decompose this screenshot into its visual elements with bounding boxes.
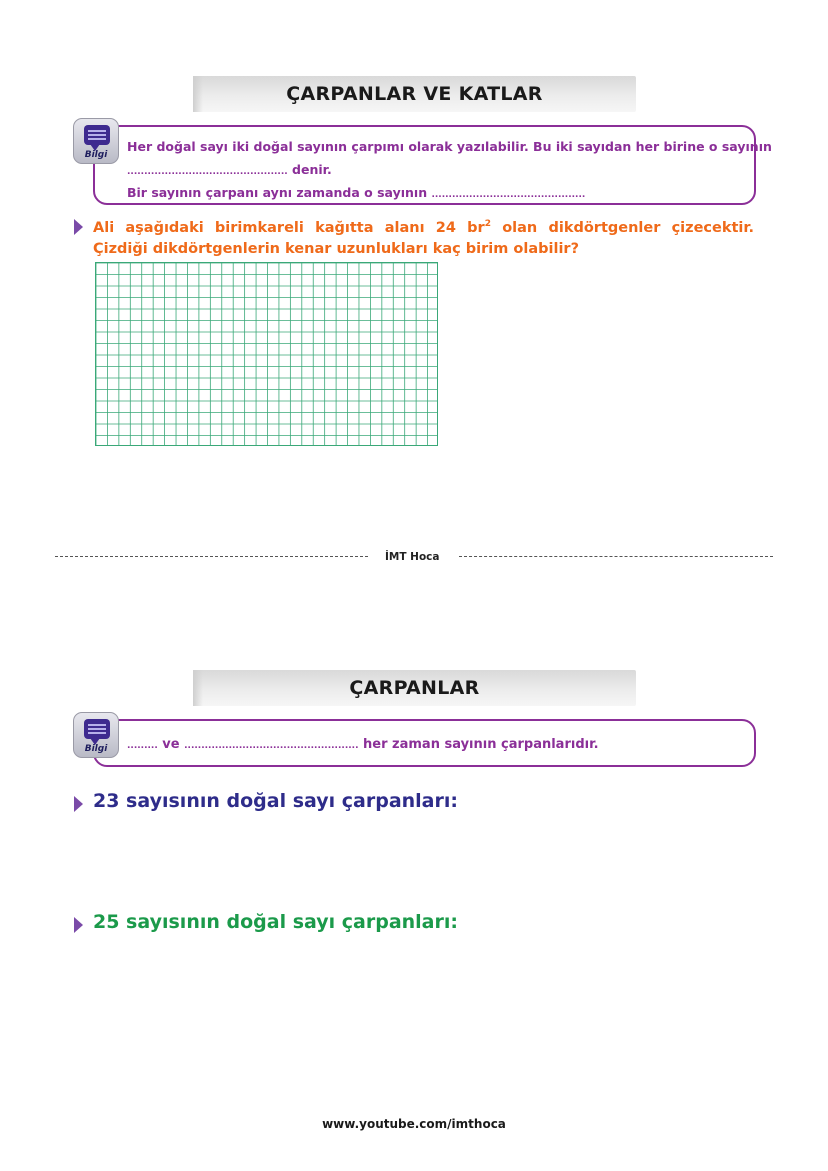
question-arrow-icon xyxy=(74,796,83,812)
separator-right xyxy=(459,556,773,557)
info2-blank-1: ......... xyxy=(127,741,158,751)
info-icon xyxy=(73,118,119,164)
info-icon-label: Bilgi xyxy=(84,744,108,754)
info-icon-label: Bilgi xyxy=(84,150,108,160)
question-arrow-icon xyxy=(74,917,83,933)
speech-bubble-icon xyxy=(84,125,110,145)
section2-info-line xyxy=(127,737,599,752)
section1-title: ÇARPANLAR VE KATLAR xyxy=(286,83,543,105)
info-line-2-text: denir. xyxy=(287,162,332,177)
info-icon-2 xyxy=(73,712,119,758)
info-blank-2: ............................................. xyxy=(431,190,586,200)
separator-label: İMT Hoca xyxy=(385,551,440,563)
info2-word-ve: ve xyxy=(157,737,185,752)
question-text-1: Ali aşağıdaki birimkareli kağıtta alanı 24 br xyxy=(93,219,485,236)
info-line-1: Her doğal sayı iki doğal sayının çarpımı olarak yazılabilir. Bu iki sayıdan her birine o sayının xyxy=(127,139,772,154)
separator-left xyxy=(55,556,368,557)
unit-square-grid xyxy=(95,262,438,446)
info2-blank-2: ................................................... xyxy=(184,741,359,751)
speech-bubble-icon xyxy=(84,719,110,739)
info-line-3-text: Bir sayının çarpanı aynı zamanda o sayının xyxy=(127,185,432,200)
question-arrow-icon xyxy=(74,219,83,235)
section1-title-banner xyxy=(193,76,636,112)
section1-question xyxy=(93,214,754,260)
info-line-3 xyxy=(127,185,585,200)
info2-text: her zaman sayının çarpanlarıdır. xyxy=(358,737,599,752)
footer-url: www.youtube.com/imthoca xyxy=(322,1117,506,1131)
info-blank-1: ............................................... xyxy=(127,167,288,177)
section2-title: ÇARPANLAR xyxy=(349,677,480,699)
section2-title-banner xyxy=(193,670,636,706)
info-line-2 xyxy=(127,162,332,177)
section1-info-box xyxy=(93,125,772,205)
question-text-2: olan dikdörtgenler çizecektir. Çizdiği dikdörtgenlerin kenar uzunlukları kaç birim olabilir? xyxy=(93,219,754,257)
question-25-factors: 25 sayısının doğal sayı çarpanları: xyxy=(93,911,458,933)
question-superscript: 2 xyxy=(484,219,491,229)
question-23-factors: 23 sayısının doğal sayı çarpanları: xyxy=(93,790,458,812)
section2-info-box xyxy=(93,719,756,767)
